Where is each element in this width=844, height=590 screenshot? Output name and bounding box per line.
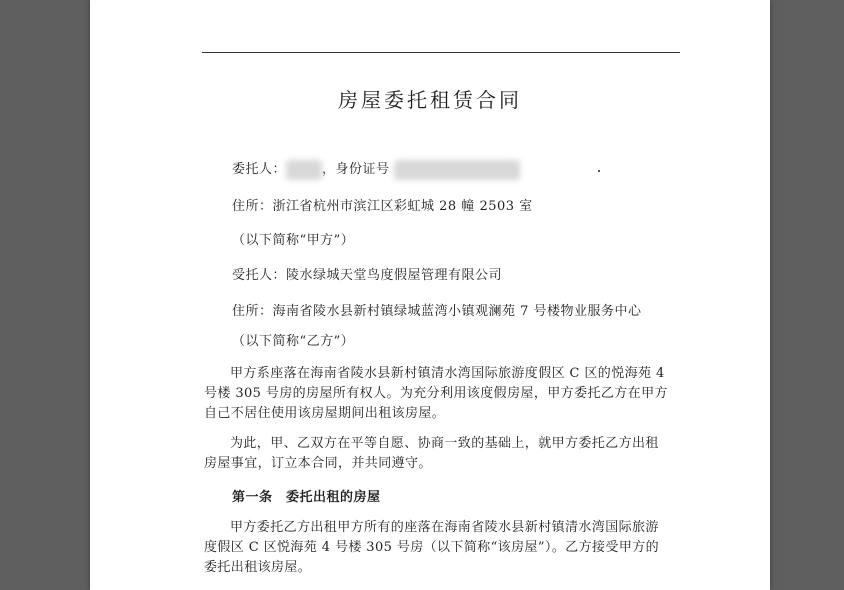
party-b-address: 住所：海南省陵水县新村镇绿城蓝湾小镇观澜苑 7 号楼物业服务中心 (232, 304, 642, 319)
scan-speck (598, 170, 600, 172)
party-b-label: 受托人：陵水绿城天堂鸟度假屋管理有限公司 (232, 268, 503, 283)
article-1-heading: 第一条 委托出租的房屋 (232, 490, 381, 505)
header-rule (202, 52, 680, 53)
paragraph-agreement: 为此，甲、乙双方在平等自愿、协商一致的基础上，就甲方委托乙方出租房屋事宜，订立本合同，并共同遵守。 (204, 436, 659, 471)
party-a-address: 住所：浙江省杭州市滨江区彩虹城 28 幢 2503 室 (232, 199, 533, 214)
article-1-text: 甲方委托乙方出租甲方所有的座落在海南省陵水县新村镇清水湾国际旅游度假区 C 区悦海苑 4 号楼 305 号房（以下简称“该房屋”）。乙方接受甲方的委托出租该房屋。 (204, 520, 660, 575)
redacted-id-number (394, 160, 520, 180)
party-a-id-label: ，身份证号 (322, 162, 390, 177)
party-a-alias: （以下简称“甲方”） (232, 233, 355, 248)
party-b-alias: （以下简称“乙方”） (232, 334, 355, 349)
document-page (90, 0, 770, 590)
paragraph-ownership: 甲方系座落在海南省陵水县新村镇清水湾国际旅游度假区 C 区的悦海苑 4 号楼 305 号房的房屋所有权人。为充分利用该度假房屋，甲方委托乙方在甲方自己不居住使用该房屋期间出租该房屋。 (204, 366, 668, 421)
party-a-label: 委托人： (232, 162, 287, 177)
contract-title: 房屋委托租赁合同 (338, 88, 522, 112)
redacted-name (286, 160, 322, 180)
party-a-line (232, 158, 520, 180)
